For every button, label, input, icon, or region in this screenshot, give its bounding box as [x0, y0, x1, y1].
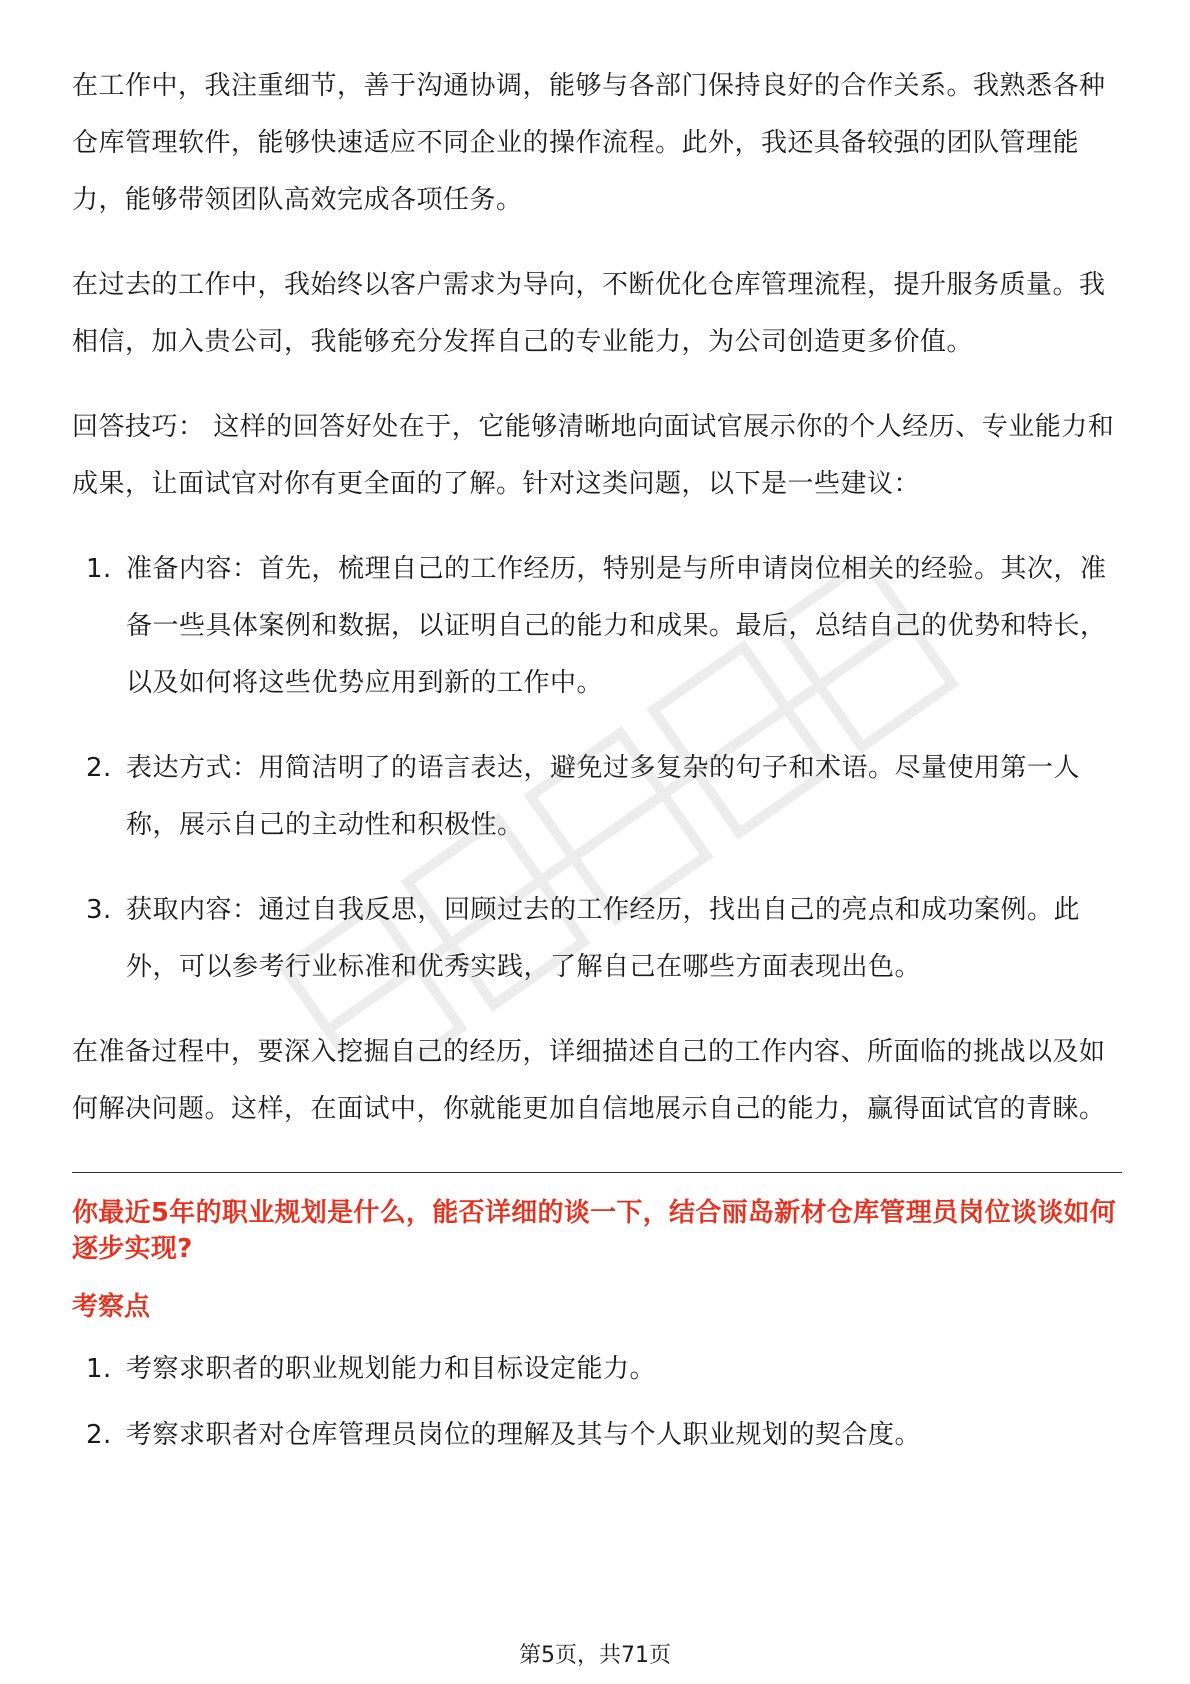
list-item	[72, 1349, 1122, 1389]
list-item	[72, 740, 1122, 854]
interview-question: 你最近5年的职业规划是什么，能否详细的谈一下，结合丽岛新材仓库管理员岗位谈谈如何逐步实现?	[72, 1198, 1117, 1264]
paragraph-answer-tips: 回答技巧： 这样的回答好处在于，它能够清晰地向面试官展示你的个人经历、专业能力和成果，让面试官对你有更全面的了解。针对这类问题，以下是一些建议：	[72, 412, 1115, 499]
tips-list	[72, 541, 1122, 996]
list-item-text: 表达方式：用简洁明了的语言表达，避免过多复杂的句子和术语。尽量使用第一人称，展示自己的主动性和积极性。	[126, 753, 1081, 840]
paragraph-work-style: 在工作中，我注重细节，善于沟通协调，能够与各部门保持良好的合作关系。我熟悉各种仓库管理软件，能够快速适应不同企业的操作流程。此外，我还具备较强的团队管理能力，能够带领团队高效完成各项任务。	[72, 71, 1106, 215]
paragraph-closing: 在准备过程中，要深入挖掘自己的经历，详细描述自己的工作内容、所面临的挑战以及如何解决问题。这样，在面试中，你就能更加自信地展示自己的能力，赢得面试官的青睐。	[72, 1037, 1106, 1124]
list-item	[72, 882, 1122, 996]
list-number: 1.	[86, 1354, 112, 1384]
paragraph-past-work: 在过去的工作中，我始终以客户需求为导向，不断优化仓库管理流程，提升服务质量。我相信，加入贵公司，我能够充分发挥自己的专业能力，为公司创造更多价值。	[72, 270, 1106, 357]
list-item	[72, 1415, 1122, 1455]
list-item-text: 准备内容：首先，梳理自己的工作经历，特别是与所申请岗位相关的经验。其次，准备一些具体案例和数据，以证明自己的能力和成果。最后，总结自己的优势和特长，以及如何将这些优势应用到新的工作中。	[126, 554, 1107, 698]
page-number-footer: 第5页，共71页	[519, 1643, 671, 1668]
list-number: 3.	[86, 895, 112, 925]
section-divider	[72, 1172, 1122, 1173]
list-item-text: 考察求职者的职业规划能力和目标设定能力。	[126, 1354, 657, 1384]
list-item	[72, 541, 1122, 712]
page-content	[72, 58, 1122, 1481]
list-number: 1.	[86, 554, 112, 584]
list-item-text: 考察求职者对仓库管理员岗位的理解及其与个人职业规划的契合度。	[126, 1420, 922, 1450]
list-number: 2.	[86, 753, 112, 783]
assessment-points-list	[72, 1349, 1122, 1455]
list-item-text: 获取内容：通过自我反思，回顾过去的工作经历，找出自己的亮点和成功案例。此外，可以参考行业标准和优秀实践，了解自己在哪些方面表现出色。	[126, 895, 1081, 982]
list-number: 2.	[86, 1420, 112, 1450]
section-heading-assessment: 考察点	[72, 1292, 151, 1322]
